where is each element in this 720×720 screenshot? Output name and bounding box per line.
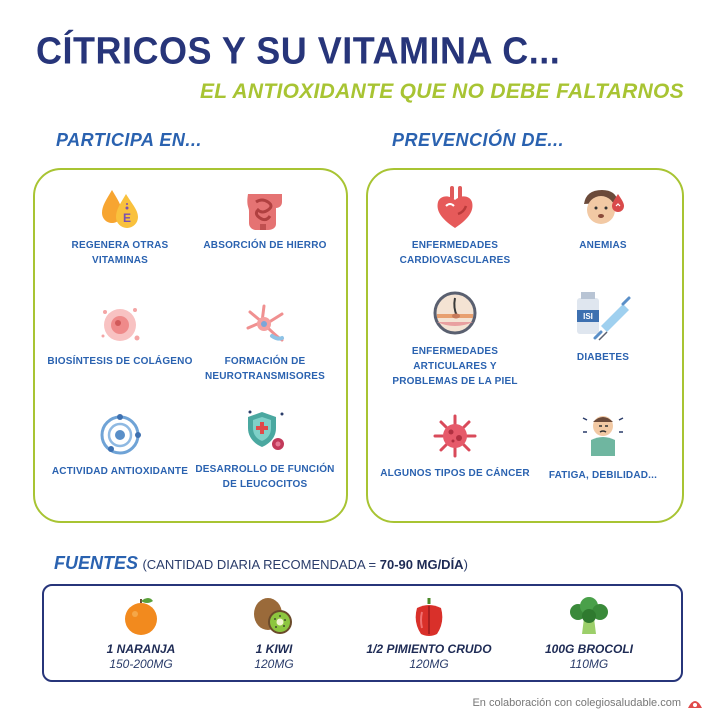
- neuron-icon: [242, 302, 288, 348]
- anemia-face-icon: [578, 184, 628, 232]
- prevencion-label-articulares: ENFERMEDADES ARTICULARES Y PROBLEMAS DE LA PIEL: [392, 346, 518, 387]
- prevencion-item-anemias: [528, 184, 678, 253]
- vitamin-drop-icon: [98, 186, 142, 232]
- participa-label-neurotransmisores: FORMACIÓN DE NEUROTRANSMISORES: [204, 356, 326, 382]
- participa-label-leucocitos: DESARROLLO DE FUNCIÓN DE LEUCOCITOS: [195, 464, 335, 490]
- pepper-icon: [409, 594, 449, 638]
- svg-text:ISI: ISI: [583, 312, 593, 321]
- prevencion-item-diabetes: [528, 288, 678, 365]
- participa-item-antioxidante: [45, 412, 195, 479]
- atom-icon: [97, 412, 143, 458]
- prevencion-label-cancer: ALGUNOS TIPOS DE CÁNCER: [380, 468, 530, 479]
- participa-item-leucocitos: [190, 406, 340, 492]
- participa-item-vitaminas: [45, 186, 195, 268]
- orange-icon: [121, 594, 161, 638]
- shield-virus-icon: [240, 406, 290, 456]
- participa-label-colageno: BIOSÍNTESIS DE COLÁGENO: [47, 356, 193, 367]
- heart-icon: [432, 184, 478, 232]
- fuentes-title: FUENTES: [54, 553, 139, 573]
- source-naranja-name: 1 NARANJA: [106, 642, 176, 656]
- prevencion-panel: [366, 168, 684, 523]
- prevencion-item-cardio: [380, 184, 530, 268]
- fuentes-dose: 70-90 MG/DÍA: [379, 557, 464, 572]
- source-pimiento-amount: 120MG: [409, 657, 449, 671]
- colegiosaludable-logo-icon: [686, 696, 704, 710]
- participa-label-vitaminas: REGENERA OTRAS VITAMINAS: [71, 240, 169, 266]
- fuentes-note-end: ): [463, 557, 468, 572]
- source-pimiento-name: 1/2 PIMIENTO CRUDO: [366, 642, 492, 656]
- footer-text: En colaboración con colegiosaludable.com: [472, 697, 681, 709]
- section-title-prevencion: PREVENCIÓN DE...: [392, 130, 565, 150]
- participa-item-colageno: [45, 302, 195, 369]
- collagen-cell-icon: [97, 302, 143, 348]
- participa-panel: [33, 168, 348, 523]
- fuentes-header: [54, 553, 468, 574]
- section-title-participa: PARTICIPA EN...: [56, 130, 202, 150]
- source-kiwi-name: 1 KIWI: [255, 642, 293, 656]
- sources-box: [42, 584, 683, 682]
- broccoli-icon: [566, 594, 612, 638]
- participa-label-hierro: ABSORCIÓN DE HIERRO: [203, 240, 327, 251]
- source-kiwi: [199, 594, 349, 672]
- participa-label-antioxidante: ACTIVIDAD ANTIOXIDANTE: [51, 466, 189, 477]
- kiwi-icon: [250, 594, 298, 638]
- participa-item-hierro: [190, 186, 340, 253]
- page-title: CÍTRICOS Y SU VITAMINA C...: [36, 28, 561, 72]
- prevencion-label-fatiga: FATIGA, DEBILIDAD...: [548, 470, 658, 481]
- prevencion-label-anemias: ANEMIAS: [579, 240, 627, 251]
- source-naranja-amount: 150-200MG: [109, 657, 173, 671]
- tired-person-icon: [579, 410, 627, 462]
- source-pimiento: [354, 594, 504, 672]
- prevencion-item-fatiga: [528, 410, 678, 483]
- footer: [472, 696, 704, 710]
- fuentes-note: (CANTIDAD DIARIA RECOMENDADA =: [142, 557, 380, 572]
- prevencion-label-cardio: ENFERMEDADES CARDIOVASCULARES: [399, 240, 511, 266]
- cancer-cell-icon: [431, 412, 479, 460]
- source-kiwi-amount: 120MG: [254, 657, 294, 671]
- source-brocoli: [514, 594, 664, 672]
- source-brocoli-amount: 110MG: [569, 657, 609, 671]
- prevencion-item-articulares: [380, 288, 530, 389]
- participa-item-neurotransmisores: [190, 302, 340, 384]
- source-brocoli-name: 100G BROCOLI: [544, 642, 634, 656]
- prevencion-item-cancer: [380, 412, 530, 481]
- page-subtitle: EL ANTIOXIDANTE QUE NO DEBE FALTARNOS: [199, 80, 684, 103]
- skin-magnifier-icon: [430, 288, 480, 338]
- intestine-icon: [242, 186, 288, 232]
- svg-text:E: E: [122, 211, 132, 225]
- insulin-syringe-icon: [573, 288, 633, 344]
- prevencion-label-diabetes: DIABETES: [576, 352, 630, 363]
- source-naranja: [66, 594, 216, 672]
